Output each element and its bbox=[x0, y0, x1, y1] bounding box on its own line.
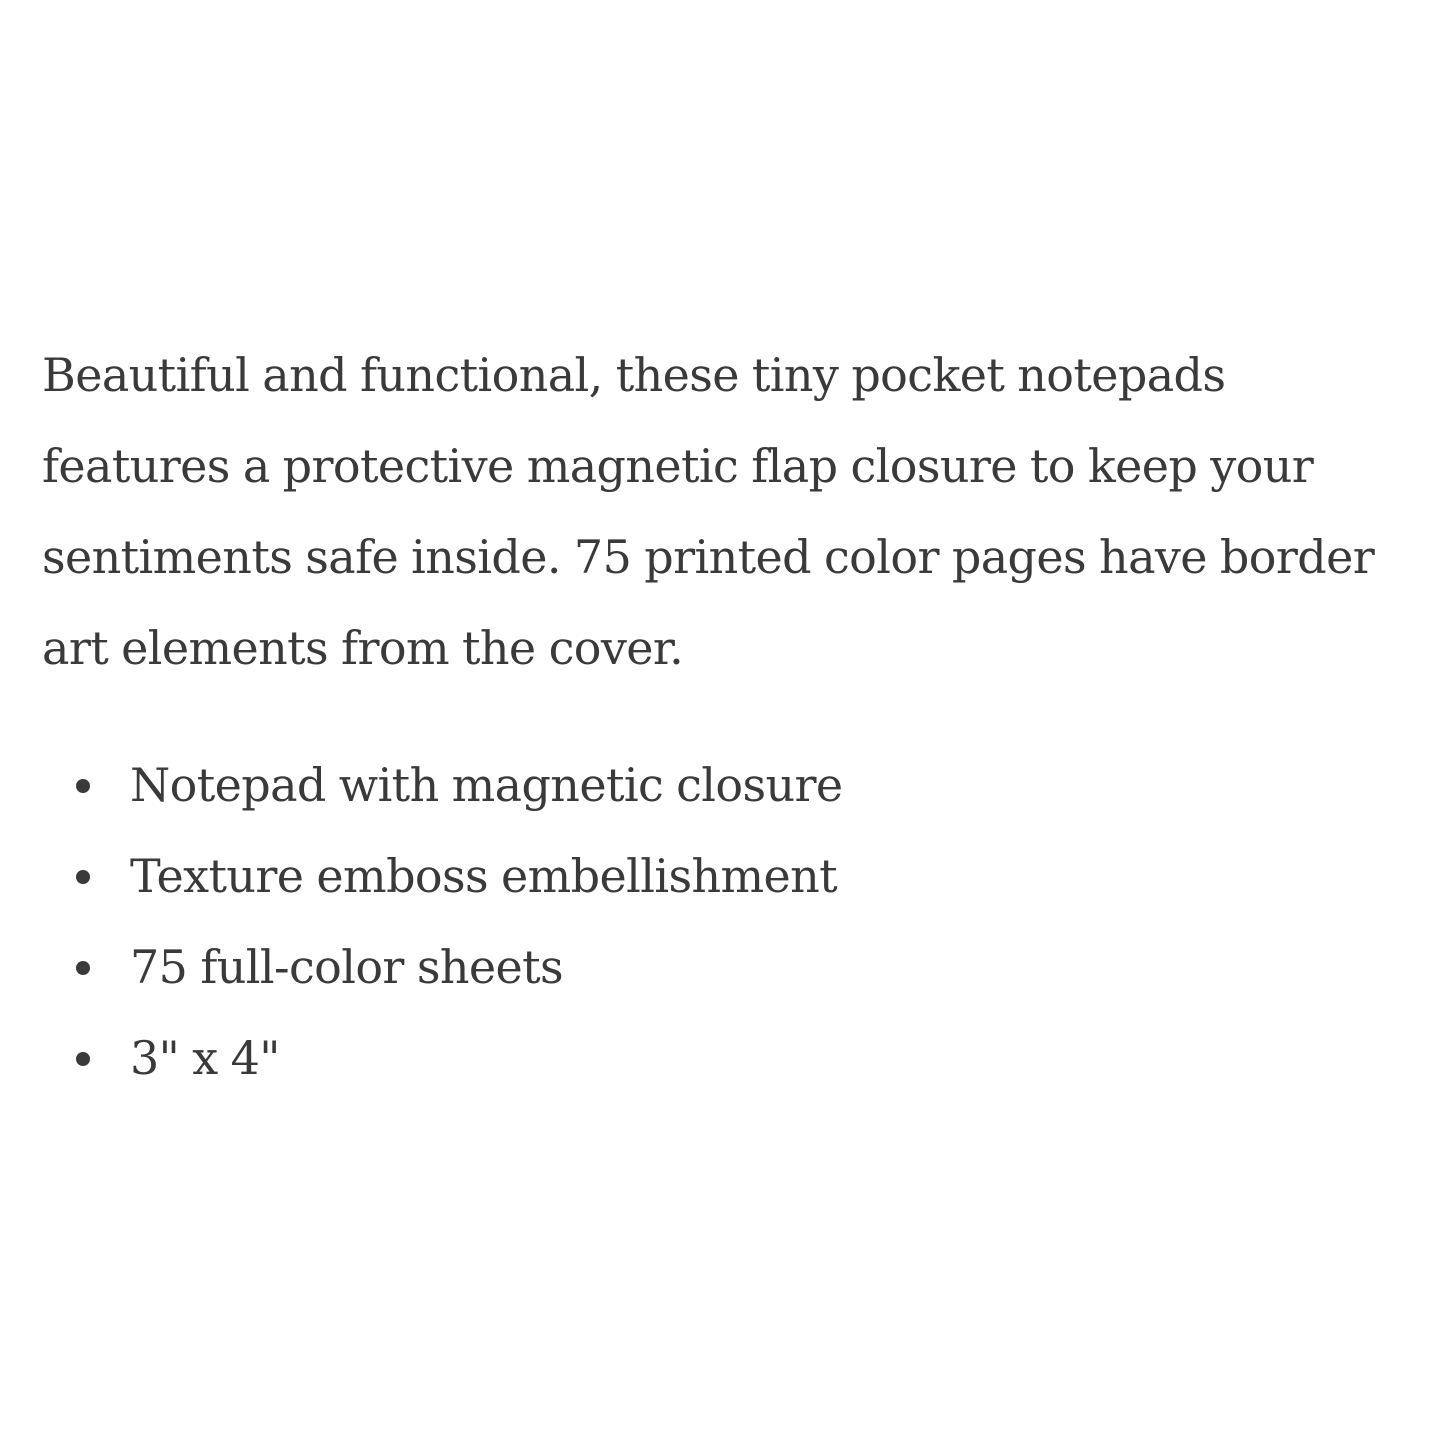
bullet-icon bbox=[76, 1052, 90, 1066]
bullet-icon bbox=[76, 961, 90, 975]
list-item bbox=[42, 740, 1402, 831]
feature-list bbox=[42, 740, 1402, 1104]
bullet-icon bbox=[76, 870, 90, 884]
product-description: Beautiful and functional, these tiny pocket notepads features a protective magnetic flap closure to keep your sentiments safe inside. 75 printed color pages have border art elements from the cover. bbox=[42, 348, 1375, 675]
list-item bbox=[42, 922, 1402, 1013]
bullet-icon bbox=[76, 779, 90, 793]
list-item bbox=[42, 831, 1402, 922]
feature-text: Notepad with magnetic closure bbox=[130, 758, 843, 812]
feature-text: Texture emboss embellishment bbox=[130, 849, 838, 903]
list-item bbox=[42, 1013, 1402, 1104]
product-description-section bbox=[42, 330, 1402, 1104]
feature-text: 75 full-color sheets bbox=[130, 940, 564, 994]
feature-text: 3" x 4" bbox=[130, 1031, 280, 1085]
